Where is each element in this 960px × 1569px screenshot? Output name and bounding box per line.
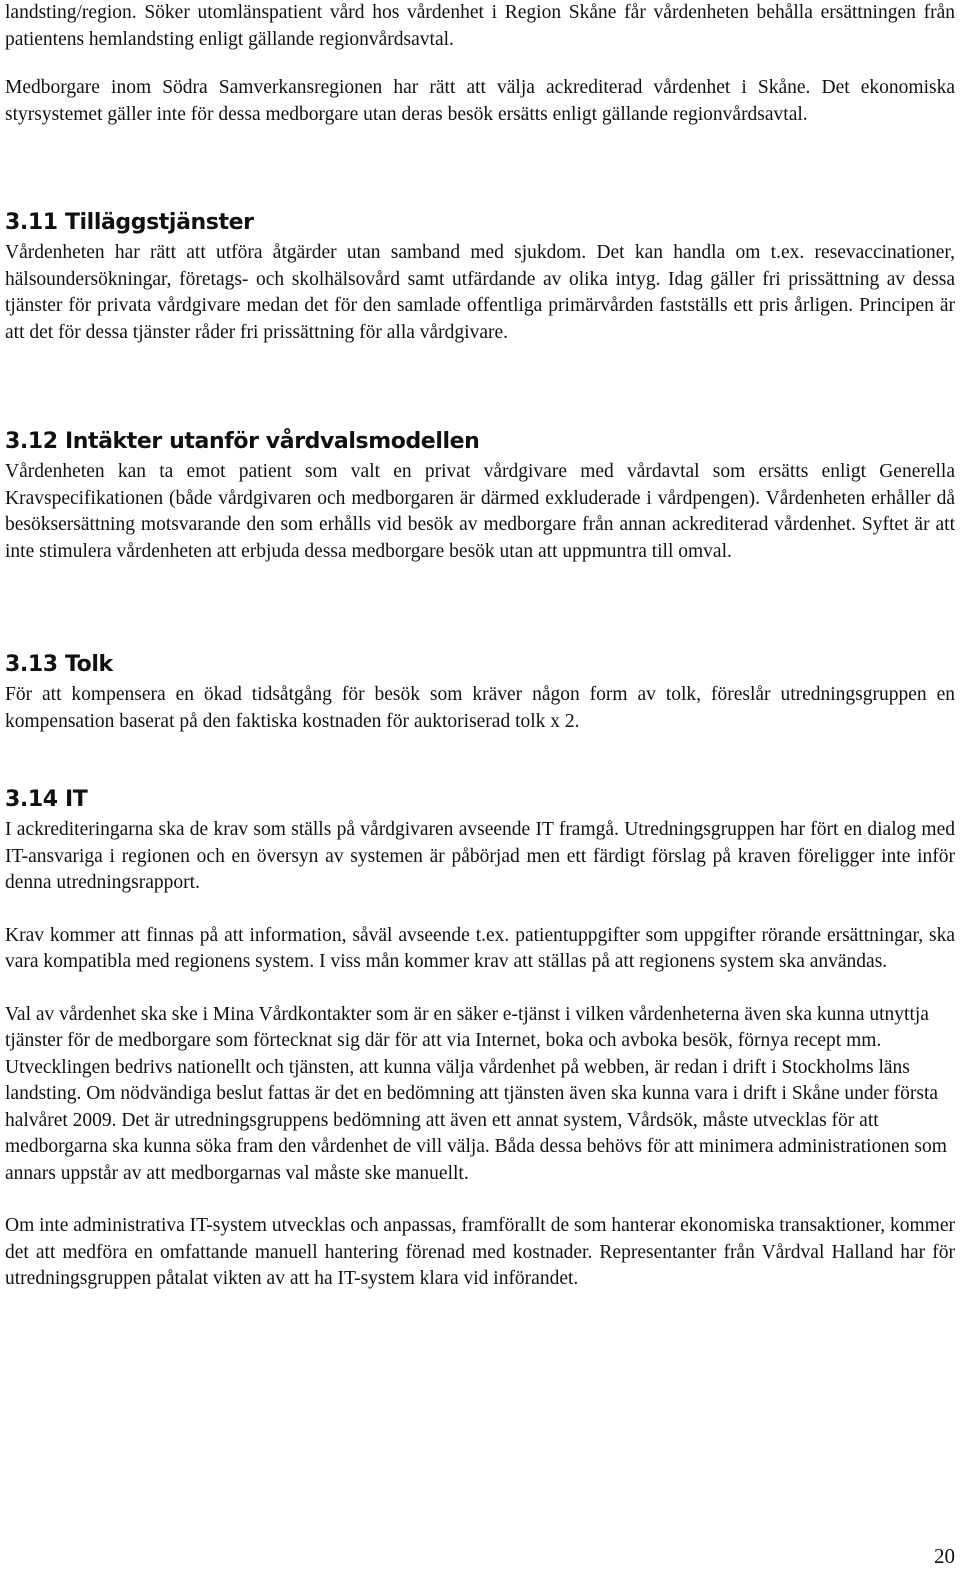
section-3-11 [5,209,955,346]
page-number: 20 [934,1544,955,1568]
section-3-14-paragraph-1: I ackrediteringarna ska de krav som ställs på vårdgivaren avseende IT framgå. Utredningsgruppen har fört en dialog med IT-ansvariga i regionen och en översyn av systemen är påbörjad men ett färdigt förslag på kraven föreligger inte inför denna utredningsrapport. [5,819,955,893]
intro-paragraph-2: Medborgare inom Södra Samverkansregionen har rätt att välja ackrediterad vårdenhet i Skåne. Det ekonomiska styrsystemet gäller inte för dessa medborgare utan deras besök ersätts enligt gällande regionvårdsavtal. [5,77,955,125]
section-3-14 [5,786,955,1293]
section-3-14-paragraph-4: Om inte administrativa IT-system utvecklas och anpassas, framförallt de som hanterar ekonomiska transaktioner, kommer det att medföra en omfattande manuell hantering förenad med kostnader. Representanter från Vårdval Halland har för utredningsgruppen påtalat vikten av att ha IT-system klara vid införandet. [5,1215,955,1289]
intro-paragraph-1: landsting/region. Söker utomlänspatient vård hos vårdenhet i Region Skåne får vårdenheten behålla ersättningen från patientens hemlandsting enligt gällande regionvårdsavtal. [5,2,955,50]
section-heading-3-12: 3.12 Intäkter utanför vårdvalsmodellen [5,429,480,454]
section-heading-3-14: 3.14 IT [5,787,88,812]
section-3-11-paragraph-1: Vårdenheten har rätt att utföra åtgärder utan samband med sjukdom. Det kan handla om t.ex. resevaccinationer, hälsoundersökningar, företags- och skolhälsovård samt utfärdande av olika intyg. Idag gäller fri prissättning av dessa tjänster för privata vårdgivare medan det för den samlade offentliga primärvården fastställs ett pris årligen. Principen är att det för dessa tjänster råder fri prissättning för alla vårdgivare. [5,242,955,343]
section-3-12 [5,428,955,565]
section-3-14-paragraph-2: Krav kommer att finnas på att information, såväl avseende t.ex. patientuppgifter som uppgifter rörande ersättningar, ska vara kompatibla med regionens system. I viss mån kommer krav att ställas på att regionens system ska användas. [5,924,955,972]
section-heading-3-13: 3.13 Tolk [5,652,113,677]
section-3-14-paragraph-3: Val av vårdenhet ska ske i Mina Vårdkontakter som är en säker e-tjänst i vilken vårdenheterna även ska kunna utnyttja tjänster för de medborgare som förtecknat sig där för att via Internet, boka och avboka besök, förnya recept mm. Utvecklingen bedrivs nationellt och tjänsten, att kunna välja vårdenhet på webben, är redan i drift i Stockholms läns landsting. Om nödvändiga beslut fattas är det en bedömning att tjänsten även ska kunna vara i drift i Skåne under första halvåret 2009. Det är utredningsgruppens bedömning att även ett annat system, Vårdsök, måste utvecklas för att medborgarna ska kunna söka fram den vårdenhet de vill välja. Båda dessa behövs för att minimera administrationen som annars uppstår av att medborgarnas val måste ske manuellt. [5,1003,947,1184]
section-3-12-paragraph-1: Vårdenheten kan ta emot patient som valt en privat vårdgivare med vårdavtal som ersätts enligt Generella Kravspecifikationen (både vårdgivaren och medborgaren är därmed exkluderade i vårdpengen). Vårdenheten erhåller då besöksersättning motsvarande den som erhålls vid besök av medborgare från annan ackrediterad vårdenhet. Syftet är att inte stimulera vårdenheten att erbjuda dessa medborgare besök utan att uppmuntra till omval. [5,461,955,562]
section-3-13 [5,651,955,735]
document-page [5,0,955,1569]
section-heading-3-11: 3.11 Tilläggstjänster [5,210,254,235]
section-3-13-paragraph-1: För att kompensera en ökad tidsåtgång för besök som kräver någon form av tolk, föreslår utredningsgruppen en kompensation baserat på den faktiska kostnaden för auktoriserad tolk x 2. [5,684,955,732]
